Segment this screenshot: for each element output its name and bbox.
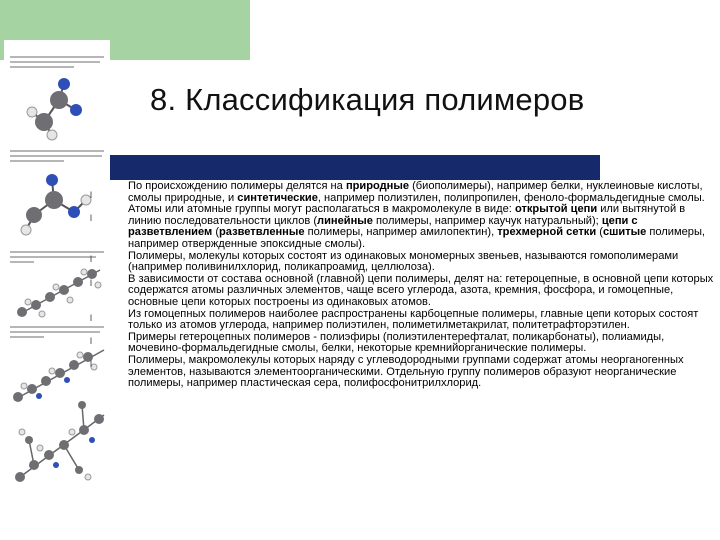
text-run: , например полиэтилен, полипропилен, феноло-формальдегидные смолы. [317, 191, 705, 204]
molecule-models-image [4, 40, 110, 485]
bullet-item [90, 272, 720, 309]
bold-term: сшитые [602, 226, 647, 239]
text-run: ( [596, 226, 603, 239]
text-run: Атомы или атомные группы могут располагаться в макромолекуле в виде: [128, 203, 515, 216]
bullet-item [90, 203, 720, 250]
bold-term: разветвленные [219, 226, 305, 239]
classification-bullet-list [90, 180, 720, 390]
text-run: (биополимеры), например белки, нуклеиновые кислоты, смолы природные, и [128, 180, 703, 204]
text-run: ( [212, 226, 220, 239]
bold-term: открытой цепи [514, 203, 598, 216]
bullet-marker: l [90, 253, 92, 264]
bold-term: синтетические [237, 191, 318, 204]
bullet-item [90, 307, 720, 332]
bold-term: природные [345, 180, 410, 192]
text-run: Полимеры, молекулы которых состоят из одинаковых мономерных звеньев, называются гомополимерами (например поливинилхлорид, поликапроамид, целлюлоза). [128, 249, 679, 274]
bullet-marker: l [90, 312, 92, 323]
title-underline-bar [110, 155, 600, 180]
text-run: По происхождению полимеры делятся на [128, 180, 346, 192]
bullet-marker: l [90, 213, 92, 224]
bold-term: трехмерной сетки [497, 226, 597, 239]
text-run: полимеры, например отвержденные эпоксидные смолы). [128, 226, 706, 250]
bold-term: линейные [317, 214, 373, 227]
bullet-item [90, 353, 720, 390]
text-run: Примеры гетероцепных полимеров - полиэфиры (полиэтилентерефталат, поликарбонаты), полиамиды, мочевино-формальдегидные смолы, белки, некоторые кремнийорганические полимеры. [128, 330, 665, 355]
bullet-marker: l [90, 277, 92, 288]
slide-title: 8. Классификация полимеров [150, 82, 585, 117]
text-run: или вытянутой в линию последовательности циклов ( [128, 203, 686, 227]
text-run: полимеры, например амилопектин), [304, 226, 498, 239]
text-run: Полимеры, макромолекулы которых наряду с углеводородными группами содержат атомы неорганогенных элементов, называются элементоорганическими. Отдельную группу полимеров образуют неорганические полимеры, например пластическая сера, полифосфонитрилхлорид. [128, 353, 684, 390]
bullet-item [90, 330, 720, 355]
molecule-illustrations-panel [4, 40, 110, 485]
bullet-marker: l [90, 358, 92, 369]
text-run: полимеры, например каучук натуральный); [372, 214, 602, 227]
text-run: Из гомоцепных полимеров наиболее распространены карбоцепные полимеры, главные цепи которых состоят только из атомов углерода, например полиэтилен, полиметилметакрилат, политетрафторэтилен. [128, 307, 699, 332]
bullet-item [90, 180, 720, 204]
bold-term: цепи с разветвлением [128, 214, 638, 239]
bullet-marker: l [90, 335, 92, 346]
bullet-marker: l [90, 190, 92, 200]
bullet-item [90, 249, 720, 274]
text-run: В зависимости от состава основной (главной) цепи полимеры, делят на: гетероцепные, в основной цепи которых содержатся атомы различных элементов, чаще всего углерода, азота, кремния, фосфора, и гомоцепные, основные цепи которых построены из одинаковых атомов. [128, 272, 714, 308]
